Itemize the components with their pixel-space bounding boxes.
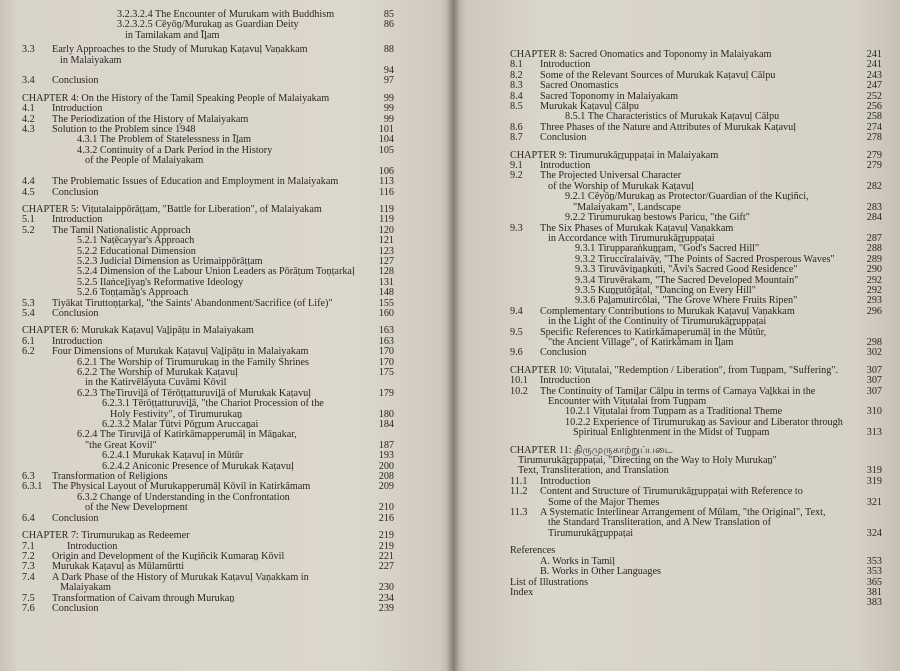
toc-entry-number: 8.6 [510,121,523,133]
toc-subentry [510,567,882,577]
toc-entry-title: Transformation of Religions [52,471,168,483]
toc-entry-title: 9.3.3 Tiruvāviṉaṉkuti, "Āvi's Sacred Good Residence" [575,264,798,276]
toc-entry-number: 9.3 [510,222,523,234]
toc-entry-title: Solution to the Problem since 1948 [52,124,196,136]
toc-entry-number: 3.4 [22,75,35,87]
toc-entry-title: in Accordance with Tirumurukāṟṟuppaṭai [548,232,715,244]
toc-entry-title: 6.2.4.1 Murukak Kaṭavuḷ in Mūtūr [102,450,244,462]
toc-page-number: 313 [866,427,882,439]
toc-page-number: 86 [383,19,394,31]
toc-entry [510,348,882,358]
toc-page-number: 292 [866,284,882,296]
toc-entry [510,171,882,192]
toc-entry-number: 7.1 [22,540,35,552]
toc-entry-title: of the New Development [85,502,188,514]
toc-entry-title: CHAPTER 11: திருமுருகாற்றுப்படை [510,444,673,456]
toc-entry-title: 9.3.1 Tirupparaṅkuṉṟam, "God's Sacred Hill" [575,243,760,255]
toc-entry-title: 6.2.3 TheTiruviḻā of Tērōṭṭatturuviḻā of Murukak Kaṭavuḷ [77,387,312,399]
toc-entry-title: Malaiyakam [60,582,111,594]
toc-entry-title: of the People of Malaiyakam [85,155,204,167]
toc-subentry [22,493,394,514]
toc-entry-title: "the Ancient Village", of Katirkāmam in Īḻam [548,336,734,348]
toc-entry-title: 5.2.4 Dimension of the Labour Union Leaders as Pōrāṭum Toṇṭarkaḷ [77,266,355,278]
toc-entry-title: Conclusion [52,512,99,524]
toc-entry-title: Spiritual Enlightenment in the Midst of Tuṉpam [573,427,770,439]
toc-entry-number: 9.1 [510,160,523,172]
toc-page-number: 319 [866,475,882,487]
toc-entry-number: 7.2 [22,550,35,562]
toc-entry-title: 6.2.2 The Worship of Murukak Kaṭavuḷ [77,367,238,378]
toc-entry-title: Early Approaches to the Study of Murukaṉ Kaṭavuḷ Vaṇakkam [52,44,308,56]
toc-entry-title: of the Worship of Murukak Kaṭavuḷ [548,180,694,192]
toc-page-number: 216 [378,512,394,524]
toc-entry-title: Three Phases of the Nature and Attributes of Murukak Kaṭavuḷ [540,121,797,133]
toc-page-number: 116 [379,186,394,198]
toc-page-number: 128 [378,266,394,278]
toc-entry-title: Four Dimensions of Murukak Kaṭavuḷ Vaḻipāṭu in Malaiyakam [52,346,309,358]
toc-page-number: 179 [378,387,394,399]
toc-entry-number: 10.1 [510,375,528,387]
toc-page-number: 155 [378,297,394,309]
toc-entry-title: Conclusion [52,186,99,198]
toc-entry-number: 5.4 [22,307,35,319]
toc-entry-title: A Systematic Interlinear Arrangement of Mūlam, "the Original", Text, [540,507,826,519]
toc-entry-title: B. Works in Other Languages [540,566,661,578]
toc-page-number: 101 [378,124,394,136]
toc-page-number: 283 [866,201,882,213]
right-toc-list [510,50,882,609]
toc-entry-number: 6.3 [22,471,35,483]
toc-entry-title: The Tamil Nationalistic Approach [52,224,191,236]
toc-page-number: 258 [866,111,882,123]
toc-heading [510,446,882,477]
toc-page-number: 170 [378,346,394,358]
toc-subentry [510,213,882,223]
toc-entry-title: Transformation of Caivam through Murukaṉ [52,592,235,604]
toc-subentry [22,430,394,451]
toc-entry-number: 5.1 [22,214,35,226]
toc-entry [22,573,394,594]
toc-entry-title: 4.3.1 The Problem of Statelessness in Īḻam [77,134,252,146]
toc-page-number: 131 [378,276,394,288]
toc-entry [22,604,394,614]
toc-entry-title: 5.2.2 Educational Dimension [77,245,196,257]
toc-entry-number: 9.4 [510,305,523,317]
toc-entry-title: 9.2.1 Cēyōṉ/Murukaṉ as Protector/Guardian of the Kuṟiñci, [565,191,809,203]
toc-page-number: 381 [866,586,882,598]
toc-entry-title: 6.2.4.2 Aniconic Presence of Murukak Kaṭavuḷ [102,460,294,472]
toc-page-number: 85 [383,9,394,20]
toc-entry-title: 5.2.6 Toṇṭamāṉ's Approach [77,287,189,299]
toc-entry-number: 7.5 [22,592,35,604]
toc-entry-title: Index [510,586,534,598]
toc-entry-title: 5.2.3 Judicial Dimension as Urimaippōrāṭṭam [77,255,263,267]
toc-entry-number: 4.5 [22,186,35,198]
toc-entry-number: 8.7 [510,132,523,144]
toc-entry-title: A. Works in Tamiḷ [540,555,616,567]
toc-entry-title: Introduction [540,59,591,71]
toc-page-number: 353 [866,566,882,578]
toc-entry-title: The Problematic Issues of Education and Employment in Malaiyakam [52,176,339,188]
toc-page-number: 278 [866,132,882,144]
toc-entry-title: 9.3.4 Tiruvērakam, "The Sacred Developed Mountain" [575,274,799,286]
toc-entry-title: The Physical Layout of Murukapperumāḷ Kōvil in Katirkāmam [52,481,311,493]
toc-heading [510,598,882,608]
toc-entry-title: Some of the Major Themes [548,496,660,508]
toc-page-number: 234 [378,592,394,604]
toc-page-number: 383 [866,597,882,609]
toc-subentry [22,288,394,298]
toc-entry-number: 5.3 [22,297,35,309]
toc-heading [510,588,882,598]
toc-page-number: 163 [378,325,394,337]
toc-page-number: 219 [378,540,394,552]
toc-entry-title: in the Light of the Continuity of Tirumurukāṟṟuppaṭai [548,316,767,328]
toc-entry-title: Introduction [540,160,591,172]
toc-page-number: 120 [378,224,394,236]
toc-entry-title: Conclusion [52,602,99,614]
toc-entry [510,133,882,143]
toc-entry-number: 4.1 [22,103,35,115]
toc-entry-number: 9.6 [510,347,523,359]
toc-subentry [510,192,882,213]
left-toc-list [22,10,394,614]
toc-entry-title: 6.2.3.2 Malar Tūtvi Pōṟṟum Aruccaṉai [102,419,259,431]
toc-page-number: 123 [378,245,394,257]
toc-entry-title: in Tamilakam and Īḻam [125,29,220,41]
toc-entry-title: Introduction [52,335,103,347]
toc-entry-title: Introduction [540,475,591,487]
toc-page-number: 256 [866,101,882,113]
toc-page-number: 99 [383,103,394,115]
toc-entry-title: Content and Structure of Tirumurukāṟṟuppaṭai with Reference to [540,486,803,498]
toc-entry-number: 4.2 [22,113,35,125]
toc-entry-number: 8.3 [510,80,523,92]
toc-page-number: 106 [378,165,394,177]
toc-entry-title: 6.2.1 The Worship of Tirumurukaṉ in the Family Shrines [77,356,309,368]
toc-entry-number: 6.1 [22,335,35,347]
toc-entry-title: CHAPTER 9: Tirumurukāṟṟuppaṭai in Malaiyakam [510,149,719,161]
toc-page-number: 209 [378,481,394,493]
toc-entry-title: CHAPTER 10: Viṭutalai, "Redemption / Liberation", from Tuṉpam, "Suffering". [510,364,839,376]
toc-heading [510,578,882,588]
toc-page-number: 227 [378,561,394,573]
toc-entry-number: 5.2 [22,224,35,236]
toc-entry-number: 6.2 [22,346,35,358]
toc-page-number: 119 [379,203,394,215]
toc-entry-title: Conclusion [52,75,99,87]
toc-entry-title: References [510,545,556,557]
toc-page-number: 307 [866,385,882,397]
toc-page-number: 187 [378,439,394,451]
toc-page-number: 302 [866,347,882,359]
toc-entry-title: CHAPTER 4: On the History of the Tamiḷ Speaking People of Malaiyakam [22,92,330,104]
toc-page-number: 279 [866,160,882,172]
toc-entry [22,45,394,66]
toc-entry-title: 5.2.1 Naṭēcayyar's Approach [77,235,195,247]
toc-entry-title: CHAPTER 5: Viṭutalaippōrāṭṭam, "Battle for Liberation", of Malaiyakam [22,203,322,215]
toc-entry-title: List of Illustrations [510,576,589,588]
toc-page-number: 121 [378,235,394,247]
toc-subentry [510,265,882,275]
toc-page-number: 307 [866,364,882,376]
toc-page-number: 208 [378,471,394,483]
toc-page-number: 239 [378,602,394,614]
toc-entry-title: Introduction [540,375,591,387]
toc-subentry [22,20,394,41]
toc-page-number: 170 [378,356,394,368]
toc-entry [510,387,882,408]
toc-page-number: 241 [866,59,882,71]
toc-entry-title: 3.2.3.2.4 The Encounter of Murukam with Buddhism [117,9,335,20]
toc-entry-number: 9.5 [510,326,523,338]
toc-page-number: 184 [378,419,394,431]
toc-entry-number: 8.5 [510,101,523,113]
toc-entry-number: 4.3 [22,124,35,136]
toc-entry [22,76,394,86]
toc-page-number: 219 [378,530,394,542]
toc-subentry [22,368,394,389]
toc-page-number: 243 [866,69,882,81]
toc-entry-title: Holy Festivity", of Tirumurukaṉ [110,408,243,420]
toc-entry-title: CHAPTER 7: Tirumurukaṉ as Redeemer [22,530,190,542]
toc-entry-title: 8.5.1 The Characteristics of Murukak Kaṭavuḷ Cālpu [565,111,780,123]
toc-entry-title: Specific References to Katirkāmaperumāḷ in the Mūtūr, [540,326,767,338]
toc-entry-number: 6.3.1 [22,481,43,493]
toc-entry-title: The Continuity of Tamiḻar Cālpu in terms of Camaya Vaḻkkai in the [540,385,816,397]
toc-entry-title: Murukak Kaṭavuḷ Cālpu [540,101,640,113]
toc-heading [22,531,394,541]
toc-entry-title: Introduction [67,540,118,552]
toc-page-number: 113 [379,176,394,188]
toc-entry [510,224,882,245]
toc-page-number: 163 [378,335,394,347]
toc-entry-title: Tirumurukāṟṟuppaṭai, "Directing on the Way to Holy Murukaṉ" [518,455,777,467]
toc-page-number: 284 [866,212,882,224]
section-gap [510,539,882,546]
toc-page-number: 292 [866,274,882,286]
toc-page-number: 221 [378,550,394,562]
toc-subentry [22,399,394,420]
toc-entry-title: Conclusion [540,347,587,359]
toc-page-number: 282 [866,180,882,192]
toc-entry-title: Tiyākat Tiruttoṇṭarkaḷ, "the Saints' Abandonment/Sacrifice (of Life)" [52,297,333,309]
toc-entry-title: CHAPTER 8: Sacred Onomatics and Toponomy in Malaiyakam [510,49,772,60]
toc-subentry [510,418,882,439]
toc-entry-title: Some of the Relevant Sources of Murukak Kaṭavuḷ Cālpu [540,69,776,81]
toc-page-number: 160 [378,307,394,319]
toc-page-number: 193 [378,450,394,462]
toc-entry-number: 11.1 [510,475,528,487]
toc-entry-title: 5.2.5 Ilaṅceḻiyaṉ's Reformative Ideology [77,276,244,288]
toc-entry-title: The Projected Universal Character [540,170,682,182]
toc-entry-title: Text, Transliteration, and Translation [518,465,669,477]
toc-page-number: 365 [866,576,882,588]
toc-page-number: 97 [383,75,394,87]
toc-page-number: 324 [866,527,882,539]
toc-page-number: 321 [866,496,882,508]
toc-entry-title: 6.3.2 Change of Understanding in the Confrontation [77,491,290,503]
toc-entry-title: 10.2.1 Viṭutalai from Tuṉpam as a Traditional Theme [565,406,783,418]
toc-page-number: 99 [383,92,394,104]
toc-entry-title [510,598,856,608]
toc-entry-title: The Six Phases of Murukak Kaṭavuḷ Vaṇakkam [540,222,734,234]
toc-entry [510,328,882,349]
toc-entry-title: "the Great Kovil" [85,439,157,451]
toc-entry-title: 3.2.3.2.5 Cēyōṉ/Murukaṉ as Guardian Deity [117,19,299,31]
toc-page-number: 119 [379,214,394,226]
toc-entry-title: Sacred Onomastics [540,80,619,92]
toc-page-number: 252 [866,90,882,102]
toc-entry-title: Tirumurukāṟṟuppaṭai [548,527,634,539]
toc-entry-title: Introduction [52,103,103,115]
toc-page-number: 274 [866,121,882,133]
toc-page-number: 88 [383,44,394,56]
toc-page-number: 307 [866,375,882,387]
book-gutter [446,0,460,671]
toc-entry-title: 4.3.2 Continuity of a Dark Period in the History [77,144,273,156]
toc-entry-number: 8.2 [510,69,523,81]
toc-entry [22,309,394,319]
toc-entry-title: 9.3.2 Tiruccīralaivāy, "The Points of Sacred Prosperous Waves" [575,253,835,265]
toc-entry-number: 3.3 [22,44,35,56]
toc-entry-title: 6.2.4 The Tiruviḻā of Katirkāmapperumāḷ in Māṉakar, [77,429,297,441]
toc-entry-title: 9.3.5 Kuṉṟutōṟāṭal, "Dancing on Every Hill" [575,284,756,296]
toc-entry [22,514,394,524]
toc-entry [22,188,394,198]
toc-entry-title: Encounter with Viṭutalai from Tuṉpam [548,396,707,407]
toc-entry-title: Introduction [52,214,103,226]
toc-page-number: 241 [866,49,882,60]
toc-page-number: 180 [378,408,394,420]
toc-page-number: 99 [383,113,394,125]
toc-entry [510,307,882,328]
toc-entry-number: 6.4 [22,512,35,524]
toc-entry-title [52,66,368,76]
toc-page-number: 127 [378,255,394,267]
toc-page-number: 289 [866,253,882,265]
toc-page-number: 104 [378,134,394,146]
toc-page-number: 298 [866,336,882,348]
toc-entry-number: 7.3 [22,561,35,573]
toc-subentry [22,146,394,167]
toc-entry-number: 10.2 [510,385,528,397]
toc-page-number: 230 [378,582,394,594]
toc-page-number: 287 [866,232,882,244]
toc-entry-number: 11.3 [510,507,528,519]
toc-entry-number: 8.4 [510,90,523,102]
toc-entry-title: Complementary Contributions to Murukak Kaṭavuḷ Vaṇakkam [540,305,795,317]
toc-page-number: 288 [866,243,882,255]
toc-entry-title: CHAPTER 6: Murukak Kaṭavuḷ Vaḻipāṭu in Malaiyakam [22,325,254,337]
toc-entry-number: 9.2 [510,170,523,182]
toc-entry-title: 9.3.6 Paḻamutircōlai, "The Grove Where Fruits Ripen" [575,295,798,307]
toc-entry-title: 10.2.2 Experience of Tirumurukaṉ as Saviour and Liberator through [565,416,843,428]
toc-page-number: 290 [866,264,882,276]
toc-page-number: 105 [378,144,394,156]
toc-entry-title: Murukak Kaṭavuḷ as Mūlamūrtti [52,561,185,573]
toc-page-number: 148 [378,287,394,299]
toc-entry-title: the Standard Transliteration, and A New Translation of [548,517,771,529]
toc-entry-title: 9.2.2 Tirumurukaṉ bestows Paricu, "the Gift" [565,212,750,224]
toc-entry [510,508,882,539]
toc-entry-number: 7.6 [22,602,35,614]
toc-page-number: 200 [378,460,394,472]
toc-entry-number: 4.4 [22,176,35,188]
toc-page-number: 279 [866,149,882,161]
toc-entry [510,487,882,508]
toc-page-number: 296 [866,305,882,317]
toc-entry-number: 8.1 [510,59,523,71]
toc-subentry [22,236,394,246]
toc-entry-title: "Malaiyakam", Landscape [573,201,681,213]
toc-entry-title: A Dark Phase of the History of Murukak Kaṭavuḷ Vaṇakkam in [52,571,309,583]
toc-entry-title: Conclusion [52,307,99,319]
toc-page-number: 310 [866,406,882,418]
toc-page-number: 247 [866,80,882,92]
toc-page-number: 94 [383,65,394,77]
toc-page-number: 353 [866,555,882,567]
toc-page-number: 319 [866,465,882,477]
toc-entry-title: in the Katirvēlāyuta Cuvāmi Kōvil [85,377,227,389]
toc-page-number: 175 [378,367,394,378]
toc-page-number: 293 [866,295,882,307]
toc-entry-title: Conclusion [540,132,587,144]
toc-entry [22,177,394,187]
toc-entry-title: 6.2.3.1 Tērōṭṭatturuviḻā, "the Chariot Procession of the [102,398,324,410]
right-page [453,0,900,671]
toc-entry-number: 7.4 [22,571,35,583]
toc-entry-title: Sacred Toponomy in Malaiyakam [540,90,679,102]
toc-page-number: 210 [378,502,394,514]
toc-entry-title: The Periodization of the History of Malaiyakam [52,113,249,125]
toc-entry-number: 11.2 [510,486,528,498]
toc-entry-title: Origin and Development of the Kuṟiñcik Kumaraṉ Kōvil [52,550,285,562]
toc-entry-title: in Malaiyakam [60,54,122,66]
